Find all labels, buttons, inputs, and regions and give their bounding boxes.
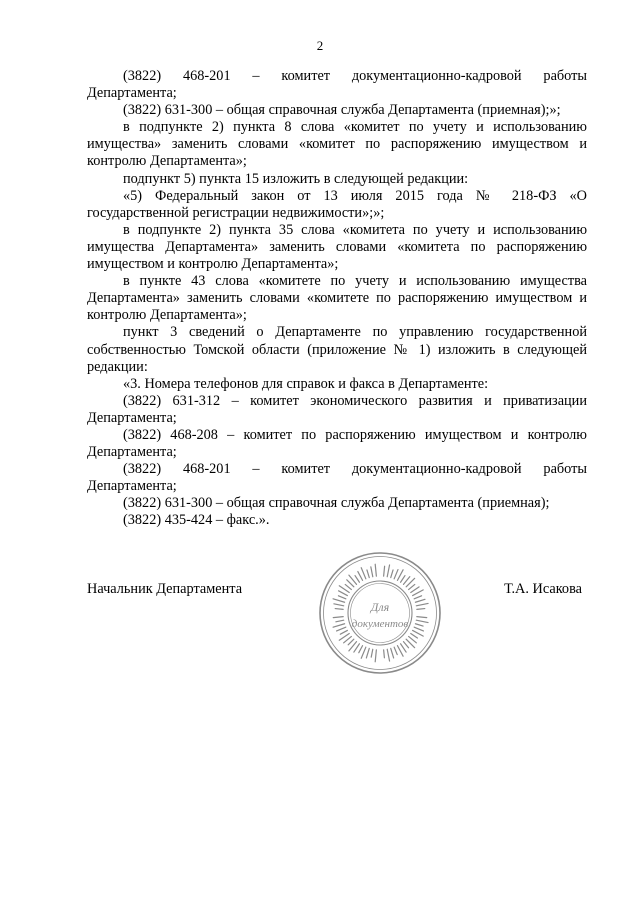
seal-ring-lettering-mark	[344, 636, 352, 642]
seal-ring-lettering-mark	[361, 647, 366, 658]
seal-ring-lettering-mark	[371, 567, 373, 577]
seal-ring-lettering-mark	[384, 650, 385, 658]
seal-ring-lettering-mark	[414, 596, 421, 599]
seal-ring-lettering-mark	[335, 609, 343, 610]
seal-ring-lettering-mark	[333, 617, 343, 618]
paragraph: пункт 3 сведений о Департаменте по управлению государственной собственностью Томской области (приложение № 1) изложить в следующей редакции:	[87, 324, 587, 375]
seal-ring-lettering-mark	[333, 624, 344, 627]
paragraph: (3822) 631-300 – общая справочная служба Департамента (приемная);	[123, 495, 550, 512]
seal-ring-lettering-mark	[387, 565, 389, 577]
seal-ring-lettering-mark	[403, 577, 409, 585]
seal-ring-lettering-mark	[401, 644, 407, 652]
seal-ring-lettering-mark	[337, 627, 346, 631]
signer-title: Начальник Департамента	[87, 581, 243, 597]
seal-ring-lettering-mark	[394, 570, 398, 579]
paragraph: «5) Федеральный закон от 13 июля 2015 года № 218-ФЗ «О государственной регистрации недвижимости»;»;	[87, 187, 587, 221]
page-number: 2	[316, 38, 324, 53]
seal-ring-lettering-mark	[411, 587, 419, 593]
seal-ring-lettering-mark	[354, 644, 360, 652]
seal-ring-lettering-mark	[366, 648, 369, 658]
paragraph: (3822) 468-201 – комитет документационно-кадровой работы Департамента;	[87, 68, 587, 102]
seal-ring-lettering-mark	[359, 646, 363, 653]
seal-ring-lettering-mark	[409, 636, 417, 642]
seal-ring-lettering-mark	[333, 599, 344, 602]
seal-ring-lettering-mark	[361, 568, 366, 579]
paragraph: (3822) 631-300 – общая справочная служба Департамента (приемная);»;	[123, 102, 561, 119]
paragraph: в подпункте 2) пункта 35 слова «комитета по учету и использованию имущества Департамента» заменить словами «комитета по распоряжению имуществом и контролю Департамента»;	[87, 221, 587, 273]
paragraph: (3822) 435-424 – факс.».	[123, 512, 270, 529]
seal-ring-lettering-mark	[416, 620, 428, 622]
paragraph: (3822) 468-208 – комитет по распоряжению имуществом и контролю Департамента;	[87, 426, 587, 461]
seal-ring-lettering-mark	[340, 630, 347, 634]
seal-ring-lettering-mark	[338, 596, 345, 599]
seal-ring-lettering-mark	[415, 624, 423, 626]
seal-ring-lettering-mark	[355, 576, 359, 583]
document-body	[87, 68, 587, 530]
seal-ring-lettering-mark	[403, 642, 408, 648]
seal-ring-lettering-mark	[394, 647, 397, 654]
seal-ring-lettering-mark	[375, 564, 376, 576]
seal-ring-lettering-mark	[334, 604, 344, 606]
paragraph: «3. Номера телефонов для справок и факса в Департаменте:	[123, 375, 489, 392]
seal-ring-lettering-mark	[367, 570, 369, 578]
seal-ring-lettering-mark	[375, 650, 376, 662]
official-seal-stamp	[318, 551, 442, 675]
paragraph: (3822) 631-312 – комитет экономического развития и приватизации Департамента;	[87, 392, 587, 426]
seal-ring-lettering-mark	[348, 639, 354, 645]
paragraph: подпункт 5) пункта 15 изложить в следующей редакции:	[123, 170, 469, 187]
seal-ring-lettering-mark	[371, 649, 373, 657]
seal-ring-lettering-mark	[401, 576, 405, 583]
seal-ring-lettering-mark	[415, 599, 425, 602]
seal-ring-lettering-mark	[358, 572, 363, 581]
seal-ring-lettering-mark	[339, 591, 348, 596]
seal-ring-lettering-mark	[391, 648, 394, 658]
seal-ring-lettering-mark	[417, 617, 427, 618]
seal-ring-lettering-mark	[347, 580, 354, 587]
seal-ring-lettering-mark	[384, 566, 385, 576]
seal-text-line1: Для	[370, 600, 390, 614]
seal-ring-lettering-mark	[409, 584, 415, 589]
seal-ring-lettering-mark	[414, 627, 423, 631]
seal-ring-lettering-mark	[416, 603, 428, 605]
seal-ring-lettering-mark	[417, 609, 425, 610]
seal-ring-lettering-mark	[345, 584, 351, 589]
seal-ring-lettering-mark	[336, 620, 344, 622]
seal-text-line2: документов	[351, 618, 409, 630]
paragraph: (3822) 468-201 – комитет документационно-кадровой работы Департамента;	[87, 461, 587, 495]
seal-ring-lettering-mark	[391, 570, 393, 578]
seal-ring-lettering-mark	[411, 634, 418, 638]
paragraph: в пункте 43 слова «комитете по учету и использованию имущества Департамента» заменить словами «комитете по распоряжению имуществом и контролю Департамента»;	[87, 273, 587, 324]
seal-ring-lettering-mark	[387, 649, 389, 661]
signer-name: Т.А. Исакова	[504, 581, 582, 597]
paragraph: в подпункте 2) пункта 8 слова «комитет по учету и использованию имущества» заменить словами «комитет по распоряжению имуществом и контролю Департамента»;	[87, 119, 587, 170]
